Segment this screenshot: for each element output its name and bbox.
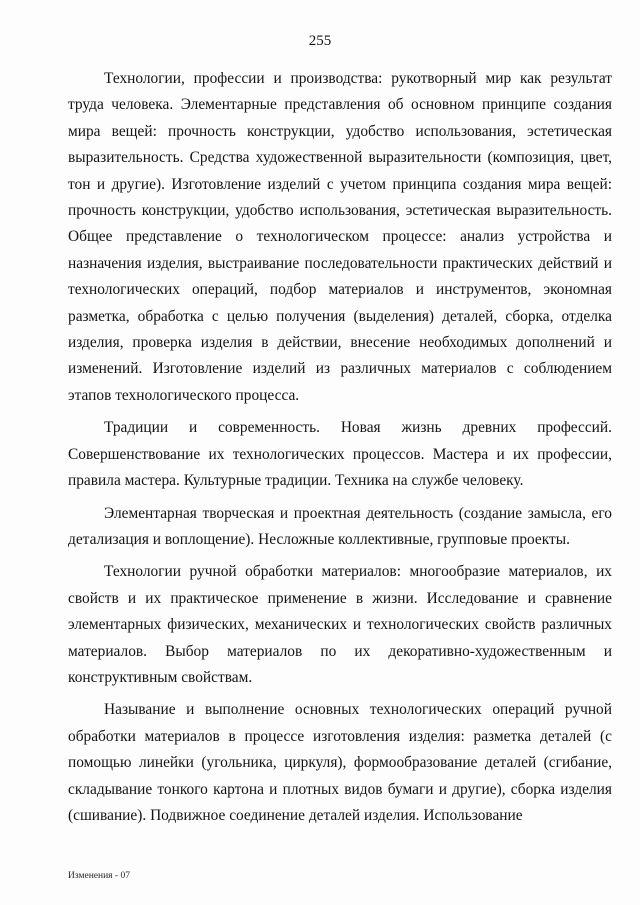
paragraph-technologies-professions: Технологии, профессии и производства: рукотворный мир как результат труда человека. Элементарные представления об основном принципе создания мира вещей: прочность конструкции, удобство использования, эстетическая выразительность. Средства художественной выразительности (композиция, цвет, тон и другие). Изготовление изделий с учетом принципа создания мира вещей: прочность конструкции, удобство использования, эстетическая выразительность. Общее представление о технологическом процессе: анализ устройства и назначения изделия, выстраивание последовательности практических действий и технологических операций, подбор материалов и инструментов, экономная разметка, обработка с целью получения (выделения) деталей, сборка, отделка изделия, проверка изделия в действии, внесение необходимых дополнений и изменений. Изготовление изделий из различных материалов с соблюдением этапов технологического процесса.: [68, 70, 612, 404]
document-body: [68, 66, 612, 835]
revision-footer: Изменения - 07: [68, 871, 130, 881]
page-number: 255: [308, 33, 332, 49]
paragraph-traditions: Традиции и современность. Новая жизнь древних профессий. Совершенствование их технологических процессов. Мастера и их профессии, правила мастера. Культурные традиции. Техника на службе человеку.: [68, 419, 612, 490]
paragraph-operations: Называние и выполнение основных технологических операций ручной обработки материалов в процессе изготовления изделия: разметка деталей (с помощью линейки (угольника, циркуля), формообразование деталей (сгибание, складывание тонкого картона и плотных видов бумаги и другие), сборка изделия (сшивание). Подвижное соединение деталей изделия. Использование: [68, 701, 612, 824]
paragraph-manual-processing: Технологии ручной обработки материалов: многообразие материалов, их свойств и их практическое применение в жизни. Исследование и сравнение элементарных физических, механических и технологических свойств различных материалов. Выбор материалов по их декоративно-художественным и конструктивным свойствам.: [68, 563, 612, 686]
paragraph-creative-activity: Элементарная творческая и проектная деятельность (создание замысла, его детализация и воплощение). Несложные коллективные, групповые проекты.: [68, 504, 612, 548]
